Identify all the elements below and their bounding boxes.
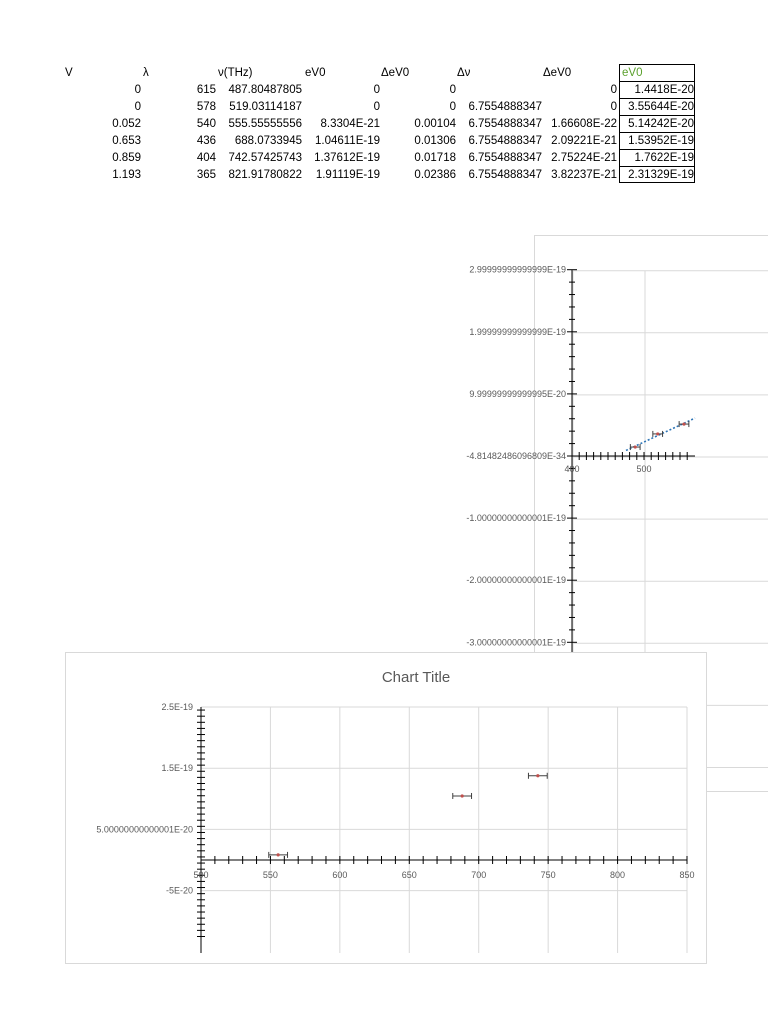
chart-1-plot bbox=[66, 653, 706, 963]
y-tick-label: -3.00000000000001E-19 bbox=[466, 637, 566, 648]
cell-border bbox=[620, 132, 694, 133]
table-cell[interactable]: 0.00104 bbox=[414, 118, 456, 130]
y-tick-label: 1.99999999999999E-19 bbox=[469, 326, 566, 337]
table-cell[interactable]: 1.7622E-19 bbox=[634, 152, 694, 164]
table-cell[interactable]: 6.7554888347 bbox=[468, 135, 542, 147]
table-cell[interactable]: 6.7554888347 bbox=[468, 118, 542, 130]
x-tick-label: 400 bbox=[564, 464, 580, 474]
table-cell[interactable]: 6.7554888347 bbox=[468, 101, 542, 113]
table-cell[interactable]: 1.66608E-22 bbox=[551, 118, 617, 130]
table-cell[interactable]: 8.3304E-21 bbox=[320, 118, 380, 130]
table-cell[interactable]: 0 bbox=[134, 101, 141, 113]
y-tick-label: 5.00000000000001E-20 bbox=[96, 824, 193, 835]
header-cell[interactable]: eV0 bbox=[305, 67, 326, 79]
x-tick-label: 650 bbox=[401, 870, 417, 880]
table-cell[interactable]: 0 bbox=[610, 84, 617, 96]
table-cell[interactable]: 1.53952E-19 bbox=[628, 135, 694, 147]
cell-border bbox=[620, 98, 694, 99]
header-cell[interactable]: eV0 bbox=[622, 67, 643, 79]
table-cell[interactable]: 5.14242E-20 bbox=[628, 118, 694, 130]
table-cell[interactable]: 578 bbox=[196, 101, 216, 113]
table-cell[interactable]: 0.859 bbox=[112, 152, 141, 164]
table-cell[interactable]: 0 bbox=[373, 101, 380, 113]
header-cell[interactable]: ν(THz) bbox=[218, 67, 253, 79]
table-cell[interactable]: 540 bbox=[196, 118, 216, 130]
x-tick-label: 700 bbox=[471, 870, 487, 880]
x-tick-label: 750 bbox=[540, 870, 556, 880]
table-cell[interactable]: 688.0733945 bbox=[234, 135, 302, 147]
table-cell[interactable]: 404 bbox=[196, 152, 216, 164]
table-cell[interactable]: 0.01718 bbox=[414, 152, 456, 164]
cell-border bbox=[620, 149, 694, 150]
table-cell[interactable]: 1.04611E-19 bbox=[314, 135, 380, 147]
y-tick-label: 2.5E-19 bbox=[161, 702, 193, 712]
table-cell[interactable]: 742.57425743 bbox=[228, 152, 302, 164]
table-cell[interactable]: 519.03114187 bbox=[229, 101, 302, 113]
table-cell[interactable]: 487.80487805 bbox=[228, 84, 302, 96]
y-tick-label: 2.99999999999999E-19 bbox=[469, 264, 566, 275]
x-tick-label: 800 bbox=[610, 870, 626, 880]
header-cell[interactable]: λ bbox=[143, 67, 149, 79]
table-cell[interactable]: 6.7554888347 bbox=[468, 169, 542, 181]
x-tick-label: 550 bbox=[262, 870, 278, 880]
table-cell[interactable]: 0 bbox=[134, 84, 141, 96]
data-point bbox=[461, 794, 464, 797]
table-cell[interactable]: 821.91780822 bbox=[228, 169, 302, 181]
chart-1[interactable] bbox=[65, 652, 707, 964]
y-tick-label: -4.81482486096809E-34 bbox=[466, 451, 566, 461]
x-tick-label: 500 bbox=[636, 464, 652, 474]
table-cell[interactable]: 6.7554888347 bbox=[468, 152, 542, 164]
table-cell[interactable]: 3.82237E-21 bbox=[551, 169, 617, 181]
spreadsheet bbox=[0, 0, 768, 200]
table-cell[interactable]: 0 bbox=[449, 101, 456, 113]
table-cell[interactable]: 0.052 bbox=[112, 118, 141, 130]
y-tick-label: -5E-20 bbox=[165, 885, 193, 896]
table-cell[interactable]: 2.75224E-21 bbox=[551, 152, 617, 164]
header-cell[interactable]: Δν bbox=[457, 67, 471, 79]
header-cell[interactable]: V bbox=[65, 67, 73, 79]
selected-range[interactable] bbox=[619, 64, 695, 183]
y-tick-label: -2.00000000000001E-19 bbox=[466, 575, 566, 586]
y-tick-label: 9.99999999999995E-20 bbox=[469, 388, 566, 399]
x-tick-label: 500 bbox=[193, 870, 209, 880]
cell-border bbox=[620, 166, 694, 167]
table-cell[interactable]: 2.09221E-21 bbox=[551, 135, 617, 147]
x-tick-label: 850 bbox=[679, 870, 695, 880]
table-cell[interactable]: 0.02386 bbox=[414, 169, 456, 181]
header-cell[interactable]: ΔeV0 bbox=[381, 67, 410, 79]
data-point bbox=[277, 853, 280, 856]
cell-border bbox=[620, 81, 694, 82]
table-cell[interactable]: 1.37612E-19 bbox=[314, 152, 380, 164]
table-cell[interactable]: 1.193 bbox=[112, 169, 141, 181]
chart-title: Chart Title bbox=[381, 669, 451, 686]
y-tick-label: 1.5E-19 bbox=[161, 763, 193, 774]
table-cell[interactable]: 2.31329E-19 bbox=[628, 169, 694, 181]
table-cell[interactable]: 0 bbox=[449, 84, 456, 96]
cell-border bbox=[620, 115, 694, 116]
header-cell[interactable]: ΔeV0 bbox=[543, 67, 572, 79]
table-cell[interactable]: 3.55644E-20 bbox=[628, 101, 694, 113]
table-cell[interactable]: 0.653 bbox=[112, 135, 141, 147]
table-cell[interactable]: 555.55555556 bbox=[228, 118, 302, 130]
table-cell[interactable]: 0.01306 bbox=[414, 135, 456, 147]
y-tick-label: -1.00000000000001E-19 bbox=[466, 513, 566, 524]
table-cell[interactable]: 1.4418E-20 bbox=[634, 84, 694, 96]
table-cell[interactable]: 1.91119E-19 bbox=[315, 169, 380, 181]
table-cell[interactable]: 0 bbox=[373, 84, 380, 96]
table-cell[interactable]: 615 bbox=[196, 84, 216, 96]
table-cell[interactable]: 365 bbox=[196, 169, 216, 181]
table-cell[interactable]: 0 bbox=[610, 101, 617, 113]
data-point bbox=[536, 774, 539, 777]
table-cell[interactable]: 436 bbox=[196, 135, 216, 147]
x-tick-label: 600 bbox=[332, 870, 348, 880]
